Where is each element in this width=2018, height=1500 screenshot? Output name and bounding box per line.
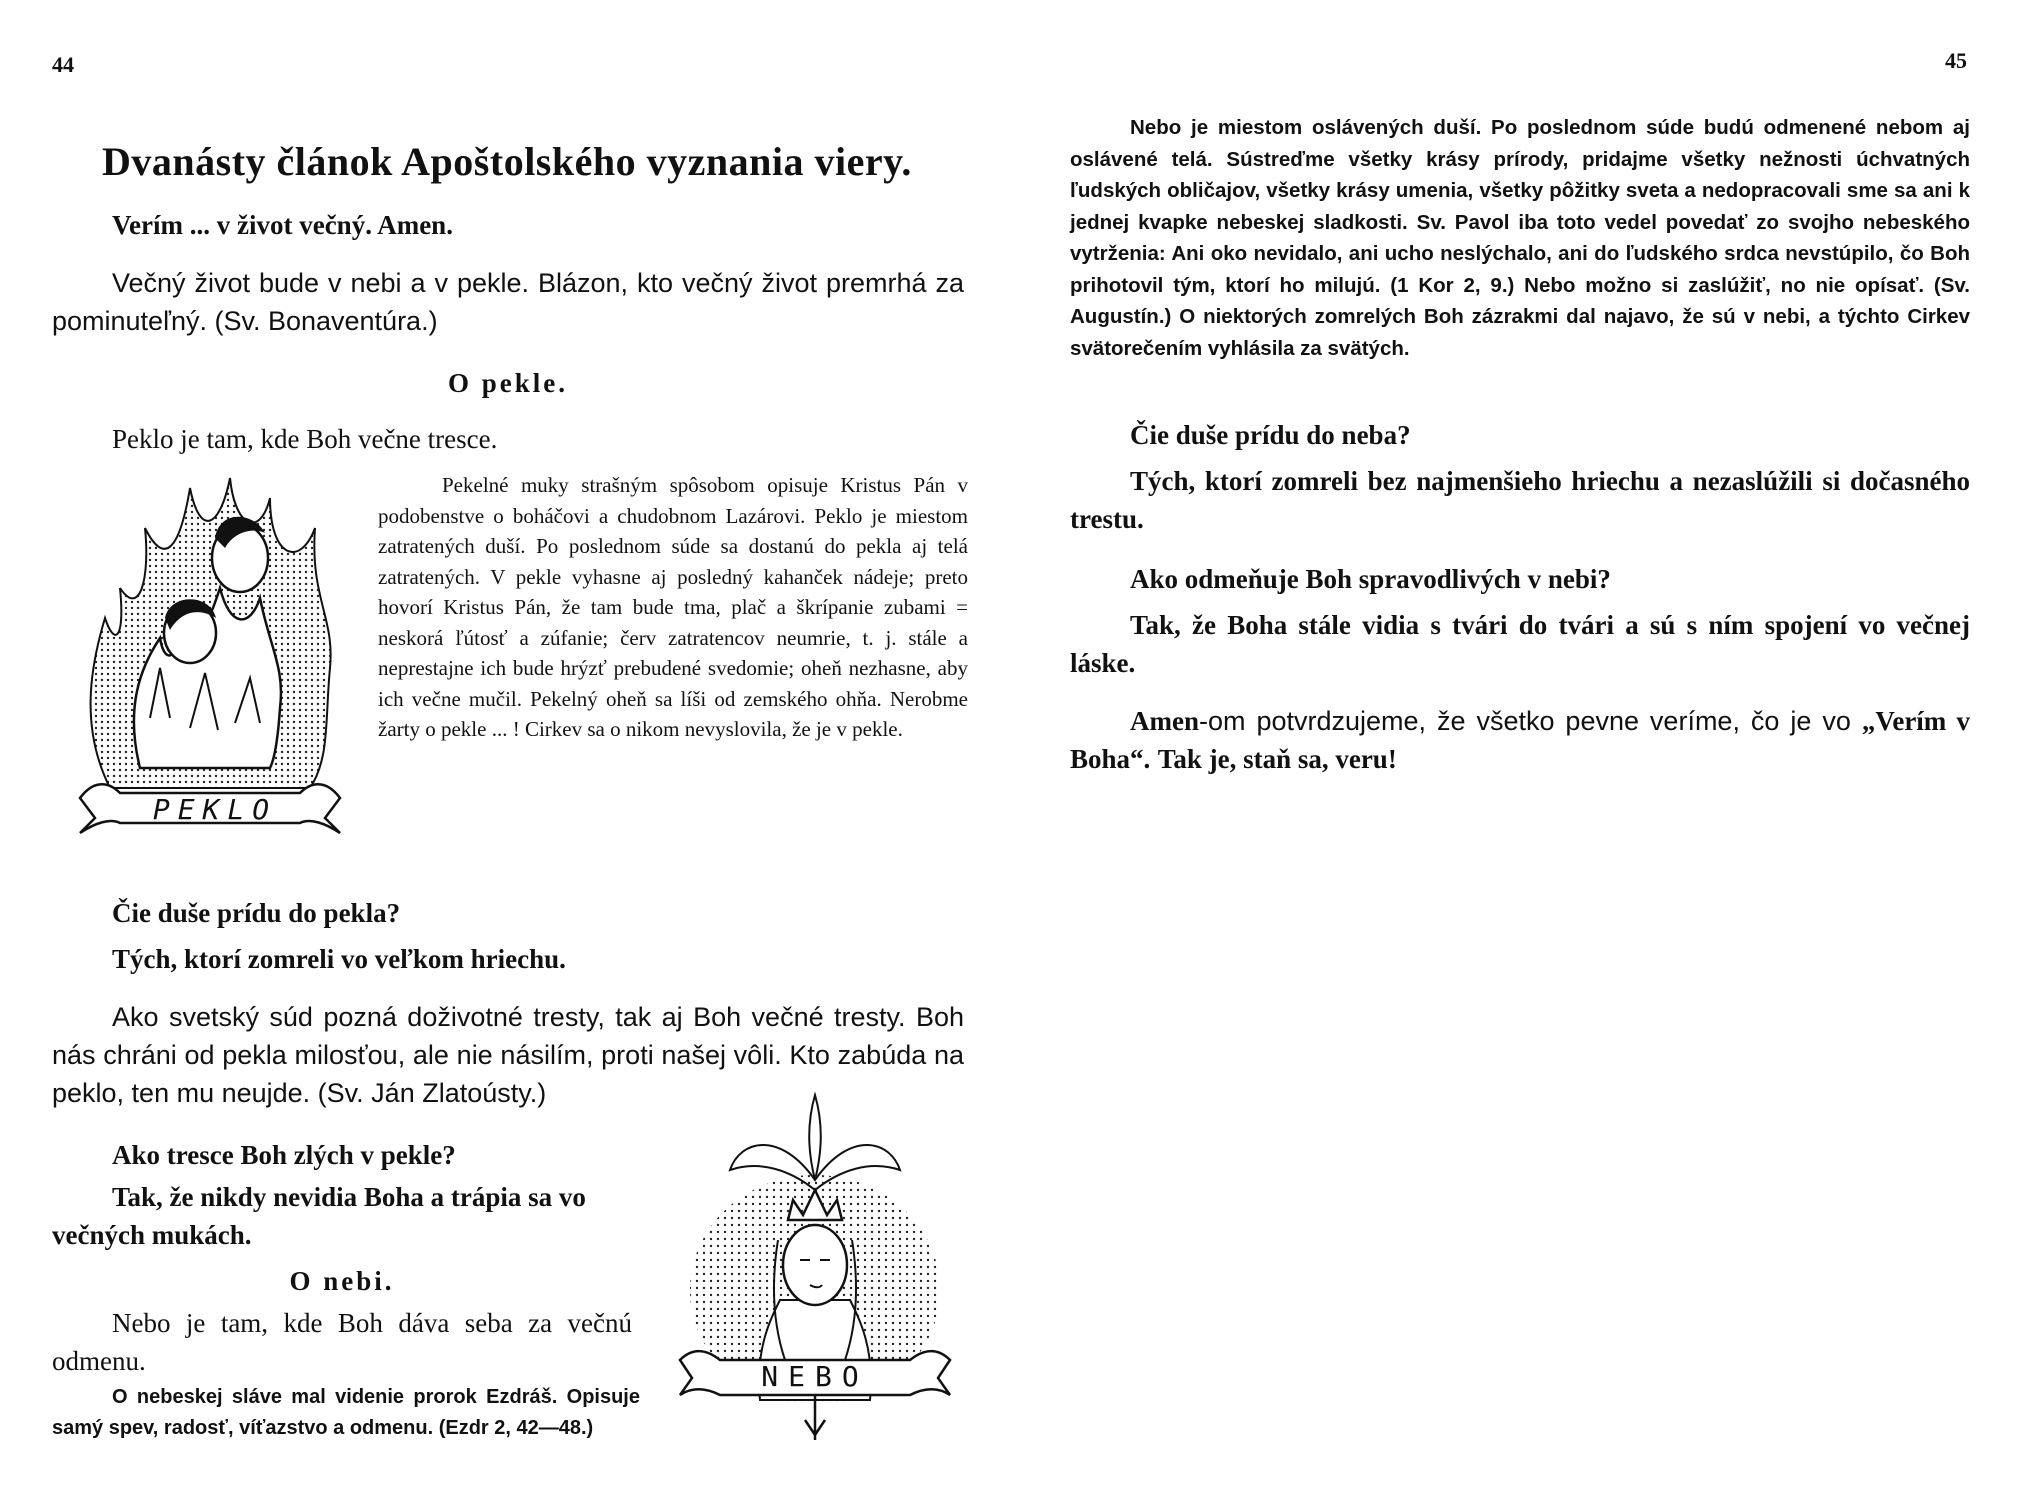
hell-definition: Peklo je tam, kde Boh večne tresce.: [112, 424, 498, 454]
hell-illustration: [70, 468, 350, 838]
heaven-note: O nebeskej sláve mal videnie prorok Ezdráš. Opisuje samý spev, radosť, víťazstvo a odmenu. (Ezdr 2, 42—48.): [52, 1386, 640, 1439]
answer-heaven-reward: Tak, že Boha stále vidia s tvári do tvári a sú s ním spojení vo večnej láske.: [1070, 610, 1970, 678]
question-hell-punishment: Ako tresce Boh zlých v pekle?: [112, 1140, 456, 1170]
section-hell-heading: O pekle.: [447, 368, 568, 398]
banner-hell-label: PEKLO: [152, 793, 278, 826]
page-number-left: 44: [52, 52, 74, 77]
flames-image: [70, 468, 350, 838]
answer-hell-souls: Tých, ktorí zomreli vo veľkom hriechu.: [112, 944, 566, 974]
amen-word: Amen: [1130, 706, 1199, 736]
angel-image: [660, 1090, 970, 1450]
amen-quote: „Verím v Boha“.: [1070, 706, 1970, 774]
answer-heaven-souls: Tých, ktorí zomreli bez najmenšieho hriechu a nezaslúžili si dočasného trestu.: [1070, 466, 1970, 534]
question-hell-souls: Čie duše prídu do pekla?: [112, 898, 401, 928]
banner-heaven-label: NEBO: [761, 1360, 869, 1393]
amen-paragraph: [1070, 702, 1970, 778]
amen-rest: -om potvrdzujeme, že všetko pevne veríme, čo je vo: [1199, 706, 1851, 736]
creed-line: Verím ... v život večný. Amen.: [112, 210, 453, 240]
question-heaven-reward: Ako odmeňuje Boh spravodlivých v nebi?: [1130, 564, 1611, 594]
chapter-title: Dvanásty článok Apoštolského vyznania viery.: [102, 139, 912, 184]
amen-end: Tak je, staň sa, veru!: [1157, 744, 1397, 774]
section-heaven-heading: O nebi.: [289, 1266, 395, 1296]
heaven-paragraph: Nebo je miestom oslávených duší. Po poslednom súde budú odmenené nebom aj oslávené telá. Sústreďme všetky krásy prírody, pridajme všetky nežnosti úchvatných ľudských obličajov, všetky krásy umenia, všetky pôžitky sveta a nedopracovali sme sa ani k jednej kvapke nebeskej sladkosti. Sv. Pavol iba toto vedel povedať zo svojho nebeského vytrženia: Ani oko nevidalo, ani ucho neslýchalo, ani do ľudského srdca nevstúpilo, čo Boh prihotovil tým, ktorí ho milujú. (1 Kor 2, 9.) Nebo možno si zaslúžiť, no nie opísať. (Sv. Augustín.) O niektorých zomrelých Boh zázrakmi dal najavo, že sú v nebi, a týchto Cirkev svätorečením vyhlásila za svätých.: [1070, 116, 1970, 360]
heaven-definition: Nebo je tam, kde Boh dáva seba za večnú odmenu.: [52, 1308, 632, 1376]
quote-zlatousty: Ako svetský súd pozná doživotné tresty, tak aj Boh večné tresty. Boh nás chráni od pekla milosťou, ale nie násilím, proti našej vôli. Kto zabúda na peklo, ten mu neujde. (Sv. Ján Zlatoústy.): [52, 1002, 964, 1108]
quote-bonaventura: Večný život bude v nebi a v pekle. Blázon, kto večný život premrhá za pominuteľný. (Sv. Bonaventúra.): [52, 268, 964, 336]
answer-hell-punishment: Tak, že nikdy nevidia Boha a trápia sa vo večných mukách.: [52, 1182, 586, 1250]
question-heaven-souls: Čie duše prídu do neba?: [1130, 420, 1411, 450]
page-number-right: 45: [1945, 48, 1967, 73]
heaven-illustration: [660, 1090, 970, 1450]
hell-paragraph: Pekelné muky strašným spôsobom opisuje Kristus Pán v podobenstve o boháčovi a chudobnom Lazárovi. Peklo je miestom zatratených duší. Po poslednom súde sa dostanú do pekla aj telá zatratených. V pekle vyhasne aj posledný kahanček nádeje; preto hovorí Kristus Pán, že tam bude tma, plač a škrípanie zubami = neskorá ľútosť a zúfanie; červ zatratencov neumrie, t. j. stále a neprestajne ich bude hrýzť prebudené svedomie; oheň nezhasne, aby ich večne mučil. Pekelný oheň sa líši od zemského ohňa. Nerobme žarty o pekle ... ! Cirkev sa o nikom nevyslovila, že je v pekle.: [378, 473, 968, 741]
